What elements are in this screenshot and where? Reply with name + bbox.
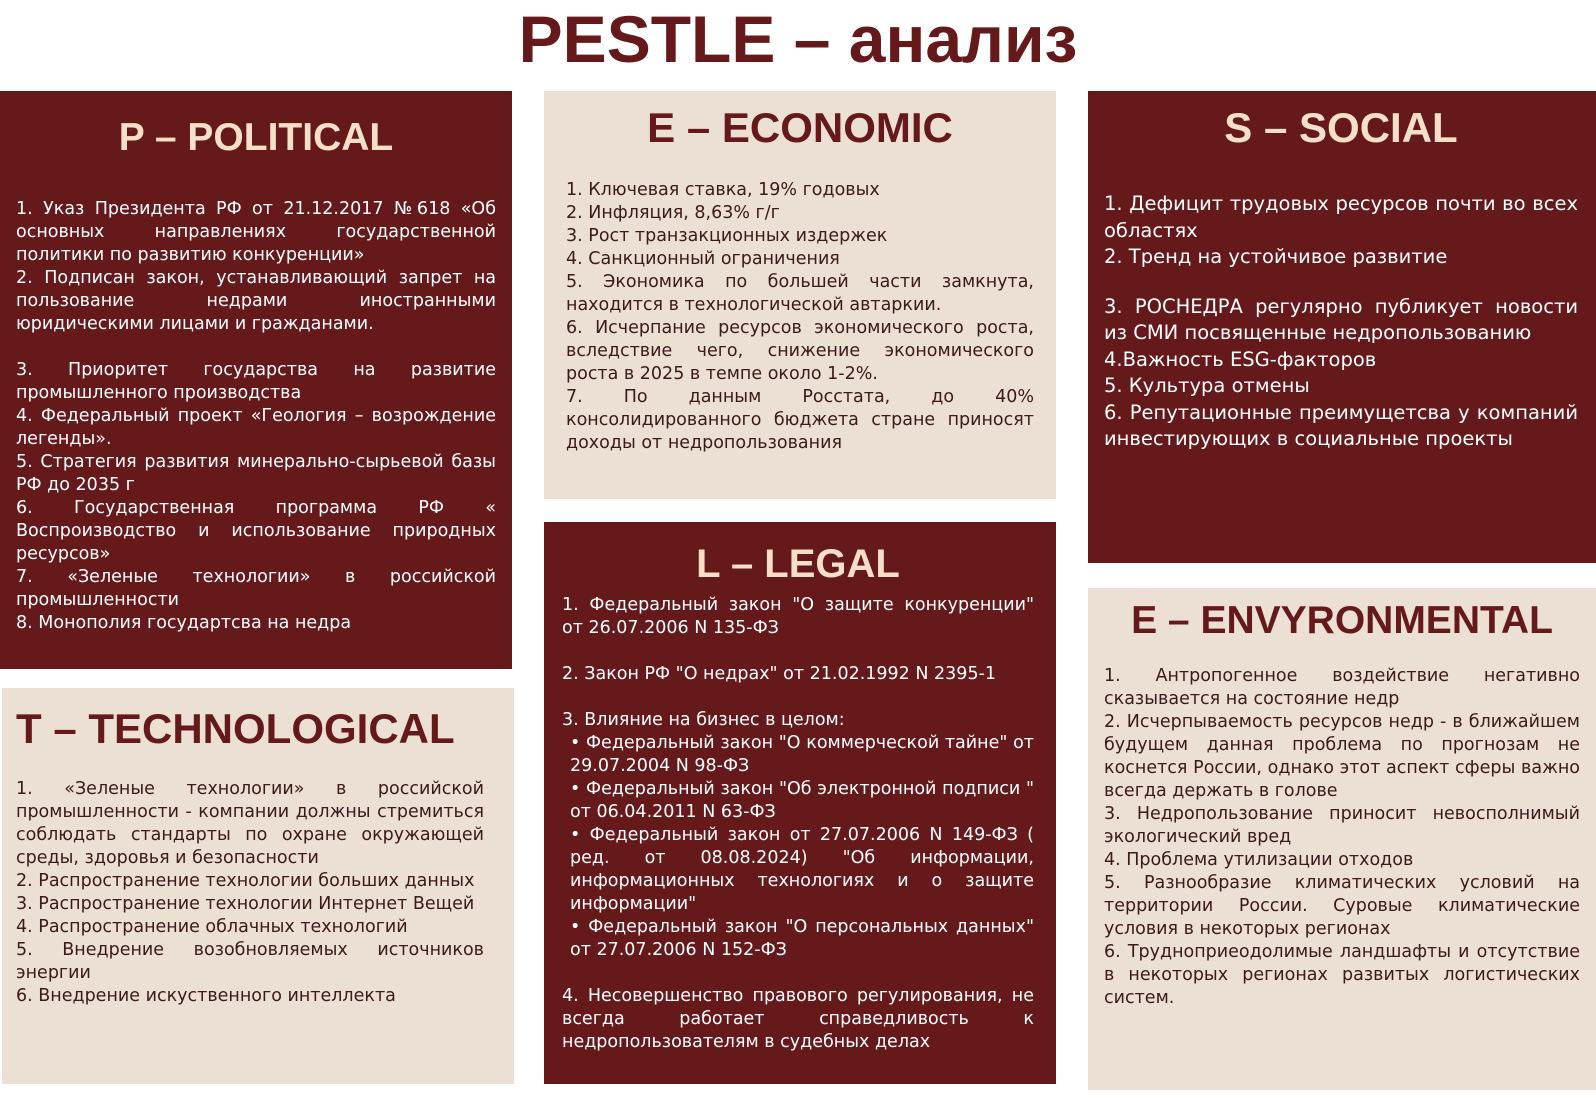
environmental-panel	[1088, 588, 1596, 1090]
political-heading: P – POLITICAL	[118, 116, 394, 159]
list-item: 6. Исчерпание ресурсов экономического роста, вследствие чего, снижение экономического роста в 2025 в темпе около 1-2%.	[566, 318, 1034, 385]
list-item: 3. РОСНЕДРА регулярно публикует новости из СМИ посвященные недропользованию	[1104, 294, 1578, 345]
list-item: 5. Стратегия развития минерально-сырьевой базы РФ до 2035 г	[16, 451, 496, 495]
list-item: 3. Рост транзакционных издержек	[566, 226, 888, 247]
economic-heading: E – ECONOMIC	[647, 104, 953, 151]
social-heading: S – SOCIAL	[1224, 104, 1458, 151]
list-item: 2. Исчерпываемость ресурсов недр - в ближайшем будущем данная проблема по прогнозам не коснется России, однако этот аспект сферы важно всегда держать в голове	[1104, 711, 1580, 801]
list-item: 7. «Зеленые технологии» в российской промышленности	[16, 566, 496, 610]
list-item: • Федеральный закон от 27.07.2006 N 149-ФЗ ( ред. от 08.08.2024) "Об информации, информационных технологиях и о защите информации"	[570, 825, 1034, 914]
economic-list	[566, 179, 1034, 455]
environmental-heading: E – ENVYRONMENTAL	[1131, 599, 1553, 642]
legal-list	[562, 594, 1034, 1054]
economic-panel	[544, 91, 1056, 499]
legal-heading: L – LEGAL	[696, 542, 900, 586]
list-item: 4. Несовершенство правового регулирования, не всегда работает справедливость к недропользователям в судебных делах	[562, 986, 1034, 1052]
list-item: 4. Федеральный проект «Геология – возрождение легенды».	[16, 405, 496, 449]
list-item: 5. Культура отмены	[1104, 374, 1310, 398]
list-item: • Федеральный закон "О коммерческой тайне" от 29.07.2004 N 98-ФЗ	[570, 733, 1034, 776]
social-list	[1104, 191, 1578, 453]
list-item: 5. Разнообразие климатических условий на территории России. Суровые климатические условия в некоторых регионах	[1104, 872, 1580, 939]
list-item: 1. «Зеленые технологии» в российской промышленности - компании должны стремиться соблюдать стандарты по охране окружающей среды, здоровья и безопасности	[16, 779, 484, 869]
legal-panel	[544, 522, 1056, 1084]
list-item: 6. Репутационные преимущетсва у компаний инвестирующих в социальные проекты	[1104, 400, 1578, 451]
list-item: 3. Влияние на бизнес в целом:	[562, 710, 845, 730]
list-item: • Федеральный закон "Об электронной подписи " от 06.04.2011 N 63-ФЗ	[570, 779, 1034, 822]
technological-list	[16, 778, 484, 1008]
list-item: 2. Тренд на устойчивое развитие	[1104, 245, 1448, 269]
list-item: 6. Государственная программа РФ « Воспроизводство и использование природных ресурсов»	[16, 497, 496, 564]
page-title: PESTLE – анализ	[518, 2, 1078, 76]
list-item: 3. Распространение технологии Интернет Вещей	[16, 894, 475, 915]
technological-heading: T – TECHNOLOGICAL	[16, 705, 455, 752]
environmental-list	[1104, 665, 1580, 1010]
list-item: 1. Федеральный закон "О защите конкуренции" от 26.07.2006 N 135-ФЗ	[562, 595, 1034, 638]
list-item: • Федеральный закон "О персональных данных" от 27.07.2006 N 152-ФЗ	[570, 917, 1034, 960]
list-item: 5. Экономика по большей части замкнута, находится в технологической автаркии.	[566, 272, 1034, 316]
list-item: 1. Антропогенное воздействие негативно сказывается на состояние недр	[1104, 665, 1580, 709]
list-item: 4. Распространение облачных технологий	[16, 917, 408, 938]
list-item: 1. Дефицит трудовых ресурсов почти во всех областях	[1104, 192, 1578, 242]
list-item: 3. Недропользование приносит невосполнимый экологический вред	[1104, 803, 1580, 847]
list-item: 2. Распространение технологии больших данных	[16, 871, 475, 892]
list-item: 1. Указ Президента РФ от 21.12.2017 №618 «Об основных направлениях государственной политики по развитию конкуренции»	[16, 198, 496, 265]
list-item: 7. По данным Росстата, до 40% консолидированного бюджета стране приносят доходы от недропользования	[566, 387, 1034, 454]
list-item: 1. Ключевая ставка, 19% годовых	[566, 180, 880, 201]
list-item: 8. Монополия государтсва на недра	[16, 612, 352, 633]
list-item: 4. Проблема утилизации отходов	[1104, 849, 1414, 870]
list-item: 2. Закон РФ "О недрах" от 21.02.1992 N 2395-1	[562, 664, 997, 684]
political-panel	[0, 91, 512, 669]
list-item: 4. Санкционный ограничения	[566, 249, 840, 270]
political-list	[16, 198, 496, 635]
list-item: 6. Внедрение искуственного интеллекта	[16, 986, 396, 1007]
list-item: 6. Труднoприеодолимые ландшафты и отсутствие в некоторых регионах развитых логистических систем.	[1104, 941, 1580, 1008]
list-item: 4.Важность ESG-факторов	[1104, 347, 1377, 371]
list-item: 2. Инфляция, 8,63% г/г	[566, 203, 780, 224]
social-panel	[1088, 91, 1596, 563]
technological-panel	[2, 688, 514, 1084]
list-item: 2. Подписан закон, устанавливающий запрет на пользование недрами иностранными юридическими лицами и гражданами.	[16, 267, 496, 334]
list-item: 3. Приоритет государства на развитие промышленного производства	[16, 359, 496, 403]
list-item: 5. Внедрение возобновляемых источников энергии	[16, 940, 484, 984]
